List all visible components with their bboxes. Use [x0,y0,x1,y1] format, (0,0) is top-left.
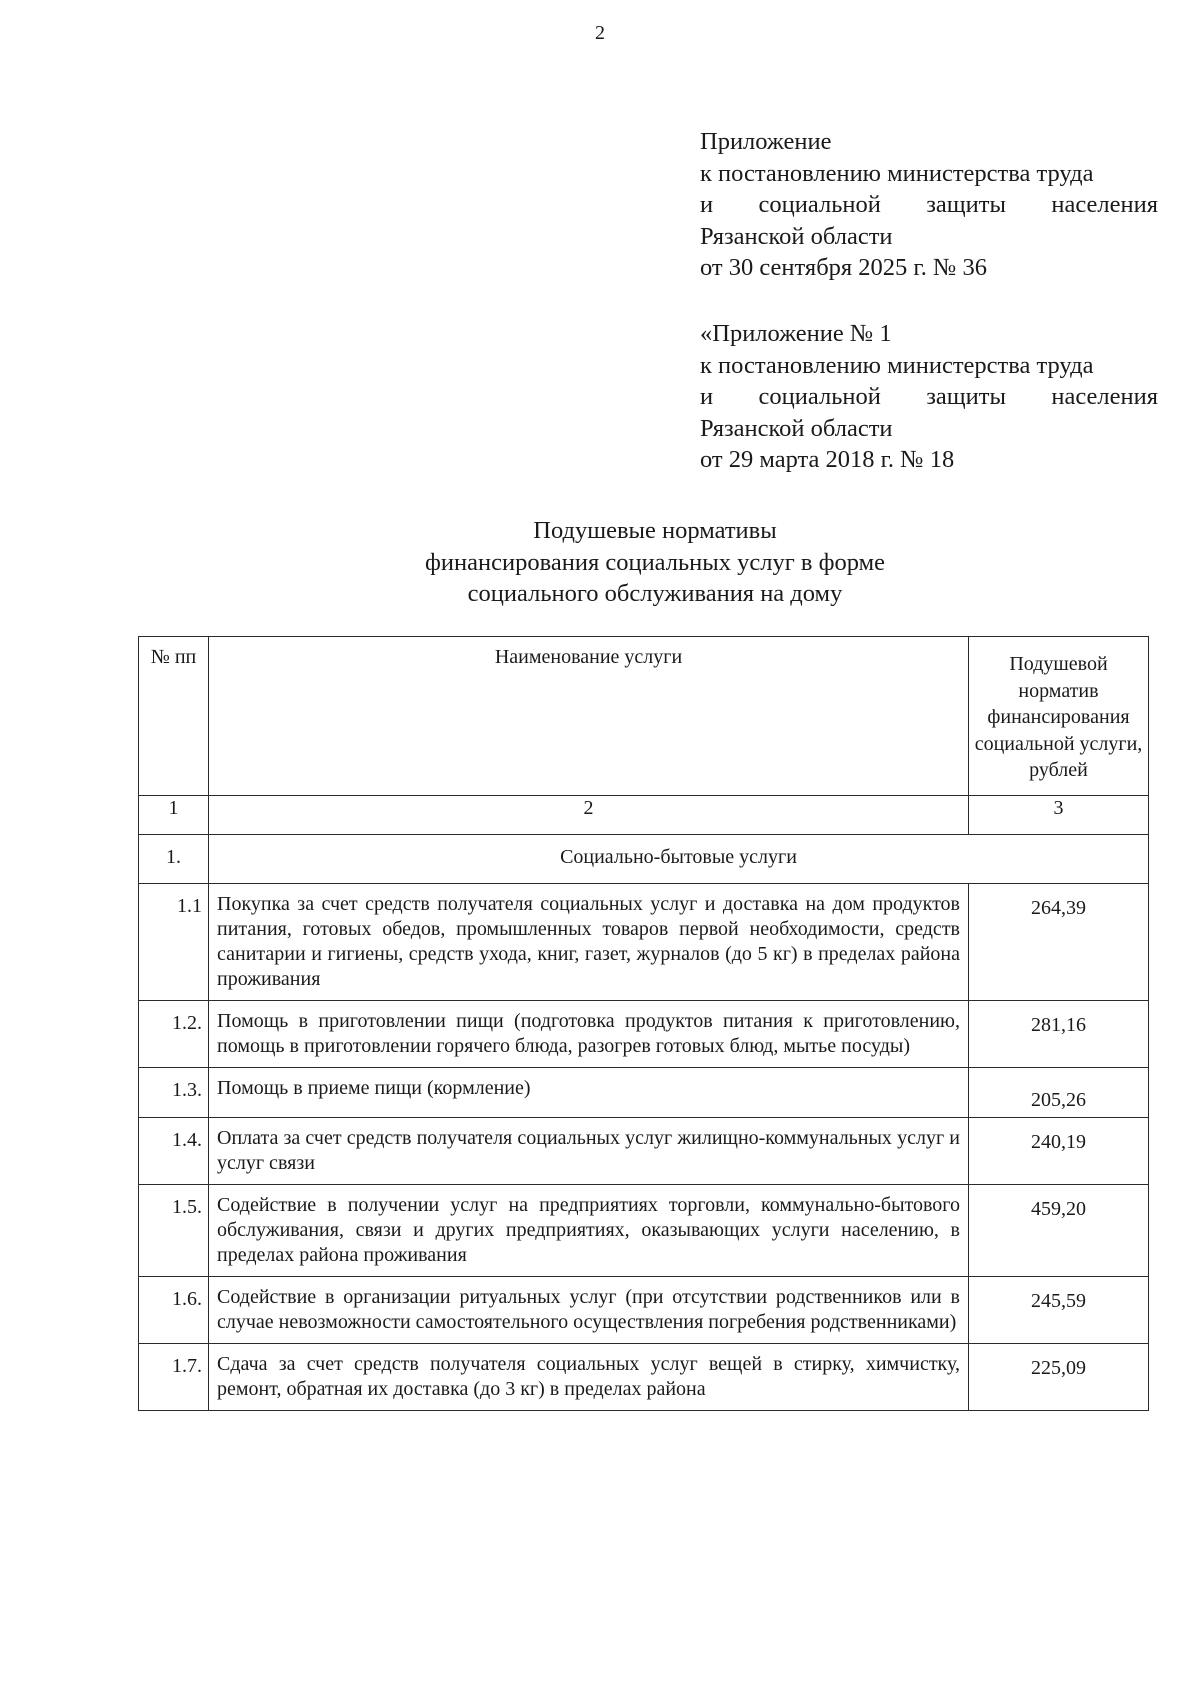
annex-line: к постановлению министерства труда [700,159,1094,187]
row-number: 1.3. [139,1068,209,1118]
document-title [0,515,1200,610]
row-number: 1.7. [139,1344,209,1411]
annex-line: Рязанской области [700,222,893,250]
column-index: 1 [139,796,209,835]
table-row [139,1185,1149,1277]
table-row [139,1344,1149,1411]
row-number: 1.2. [139,1001,209,1068]
annex-line: «Приложение № 1 [700,320,892,347]
section-title: Социально-бытовые услуги [209,835,1149,884]
page-number: 2 [595,22,605,44]
table-row [139,1118,1149,1185]
row-service-name: Оплата за счет средств получателя социальных услуг жилищно-коммунальных услуг и услуг связи [209,1118,969,1185]
header-service-name: Наименование услуги [209,637,969,796]
row-service-name: Помощь в приеме пищи (кормление) [209,1068,969,1118]
table-row [139,1068,1149,1118]
header-norm-value: Подушевой норматив финансирования социальной услуги, рублей [969,637,1149,796]
row-norm-value: 205,26 [969,1068,1149,1118]
section-row [139,835,1149,884]
row-norm-value: 225,09 [969,1344,1149,1411]
row-service-name: Покупка за счет средств получателя социальных услуг и доставка на дом продуктов питания, готовых обедов, промышленных товаров первой необходимости, средств санитарии и гигиены, средств ухода, книг, газет, журналов (до 5 кг) в пределах района проживания [209,884,969,1001]
annex-line: Приложение [700,128,832,155]
annex-header-current [700,126,1158,284]
annex-line: и социальной защиты населения [700,191,1158,218]
annex-header-original [700,318,1158,476]
row-norm-value: 245,59 [969,1277,1149,1344]
annex-line: от 30 сентября 2025 г. № 36 [700,254,987,281]
section-number: 1. [139,835,209,884]
column-index: 2 [209,796,969,835]
title-line: Подушевые нормативы [533,517,777,544]
annex-line: и социальной защиты населения [700,383,1158,410]
norms-table [138,636,1149,1411]
table-row [139,884,1149,1001]
row-norm-value: 264,39 [969,884,1149,1001]
column-index-row [139,796,1149,835]
column-index: 3 [969,796,1149,835]
row-number: 1.6. [139,1277,209,1344]
row-service-name: Содействие в организации ритуальных услуг (при отсутствии родственников или в случае невозможности самостоятельного осуществления погребения родственниками) [209,1277,969,1344]
table-row [139,1277,1149,1344]
row-number: 1.1 [139,884,209,1001]
row-service-name: Содействие в получении услуг на предприятиях торговли, коммунально-бытового обслуживания, связи и других предприятиях, оказывающих услуги населению, в пределах района проживания [209,1185,969,1277]
annex-line: к постановлению министерства труда [700,351,1094,379]
row-service-name: Помощь в приготовлении пищи (подготовка продуктов питания к приготовлению, помощь в приготовлении горячего блюда, разогрев готовых блюд, мытье посуды) [209,1001,969,1068]
annex-line: Рязанской области [700,414,893,442]
row-norm-value: 240,19 [969,1118,1149,1185]
row-number: 1.5. [139,1185,209,1277]
header-number: № пп [139,637,209,796]
title-line: социального обслуживания на дому [467,580,843,607]
table-header-row [139,637,1149,796]
row-number: 1.4. [139,1118,209,1185]
row-norm-value: 281,16 [969,1001,1149,1068]
row-service-name: Сдача за счет средств получателя социальных услуг вещей в стирку, химчистку, ремонт, обратная их доставка (до 3 кг) в пределах района [209,1344,969,1411]
title-line: финансирования социальных услуг в форме [425,548,885,576]
row-norm-value: 459,20 [969,1185,1149,1277]
annex-line: от 29 марта 2018 г. № 18 [700,446,955,473]
table-row [139,1001,1149,1068]
